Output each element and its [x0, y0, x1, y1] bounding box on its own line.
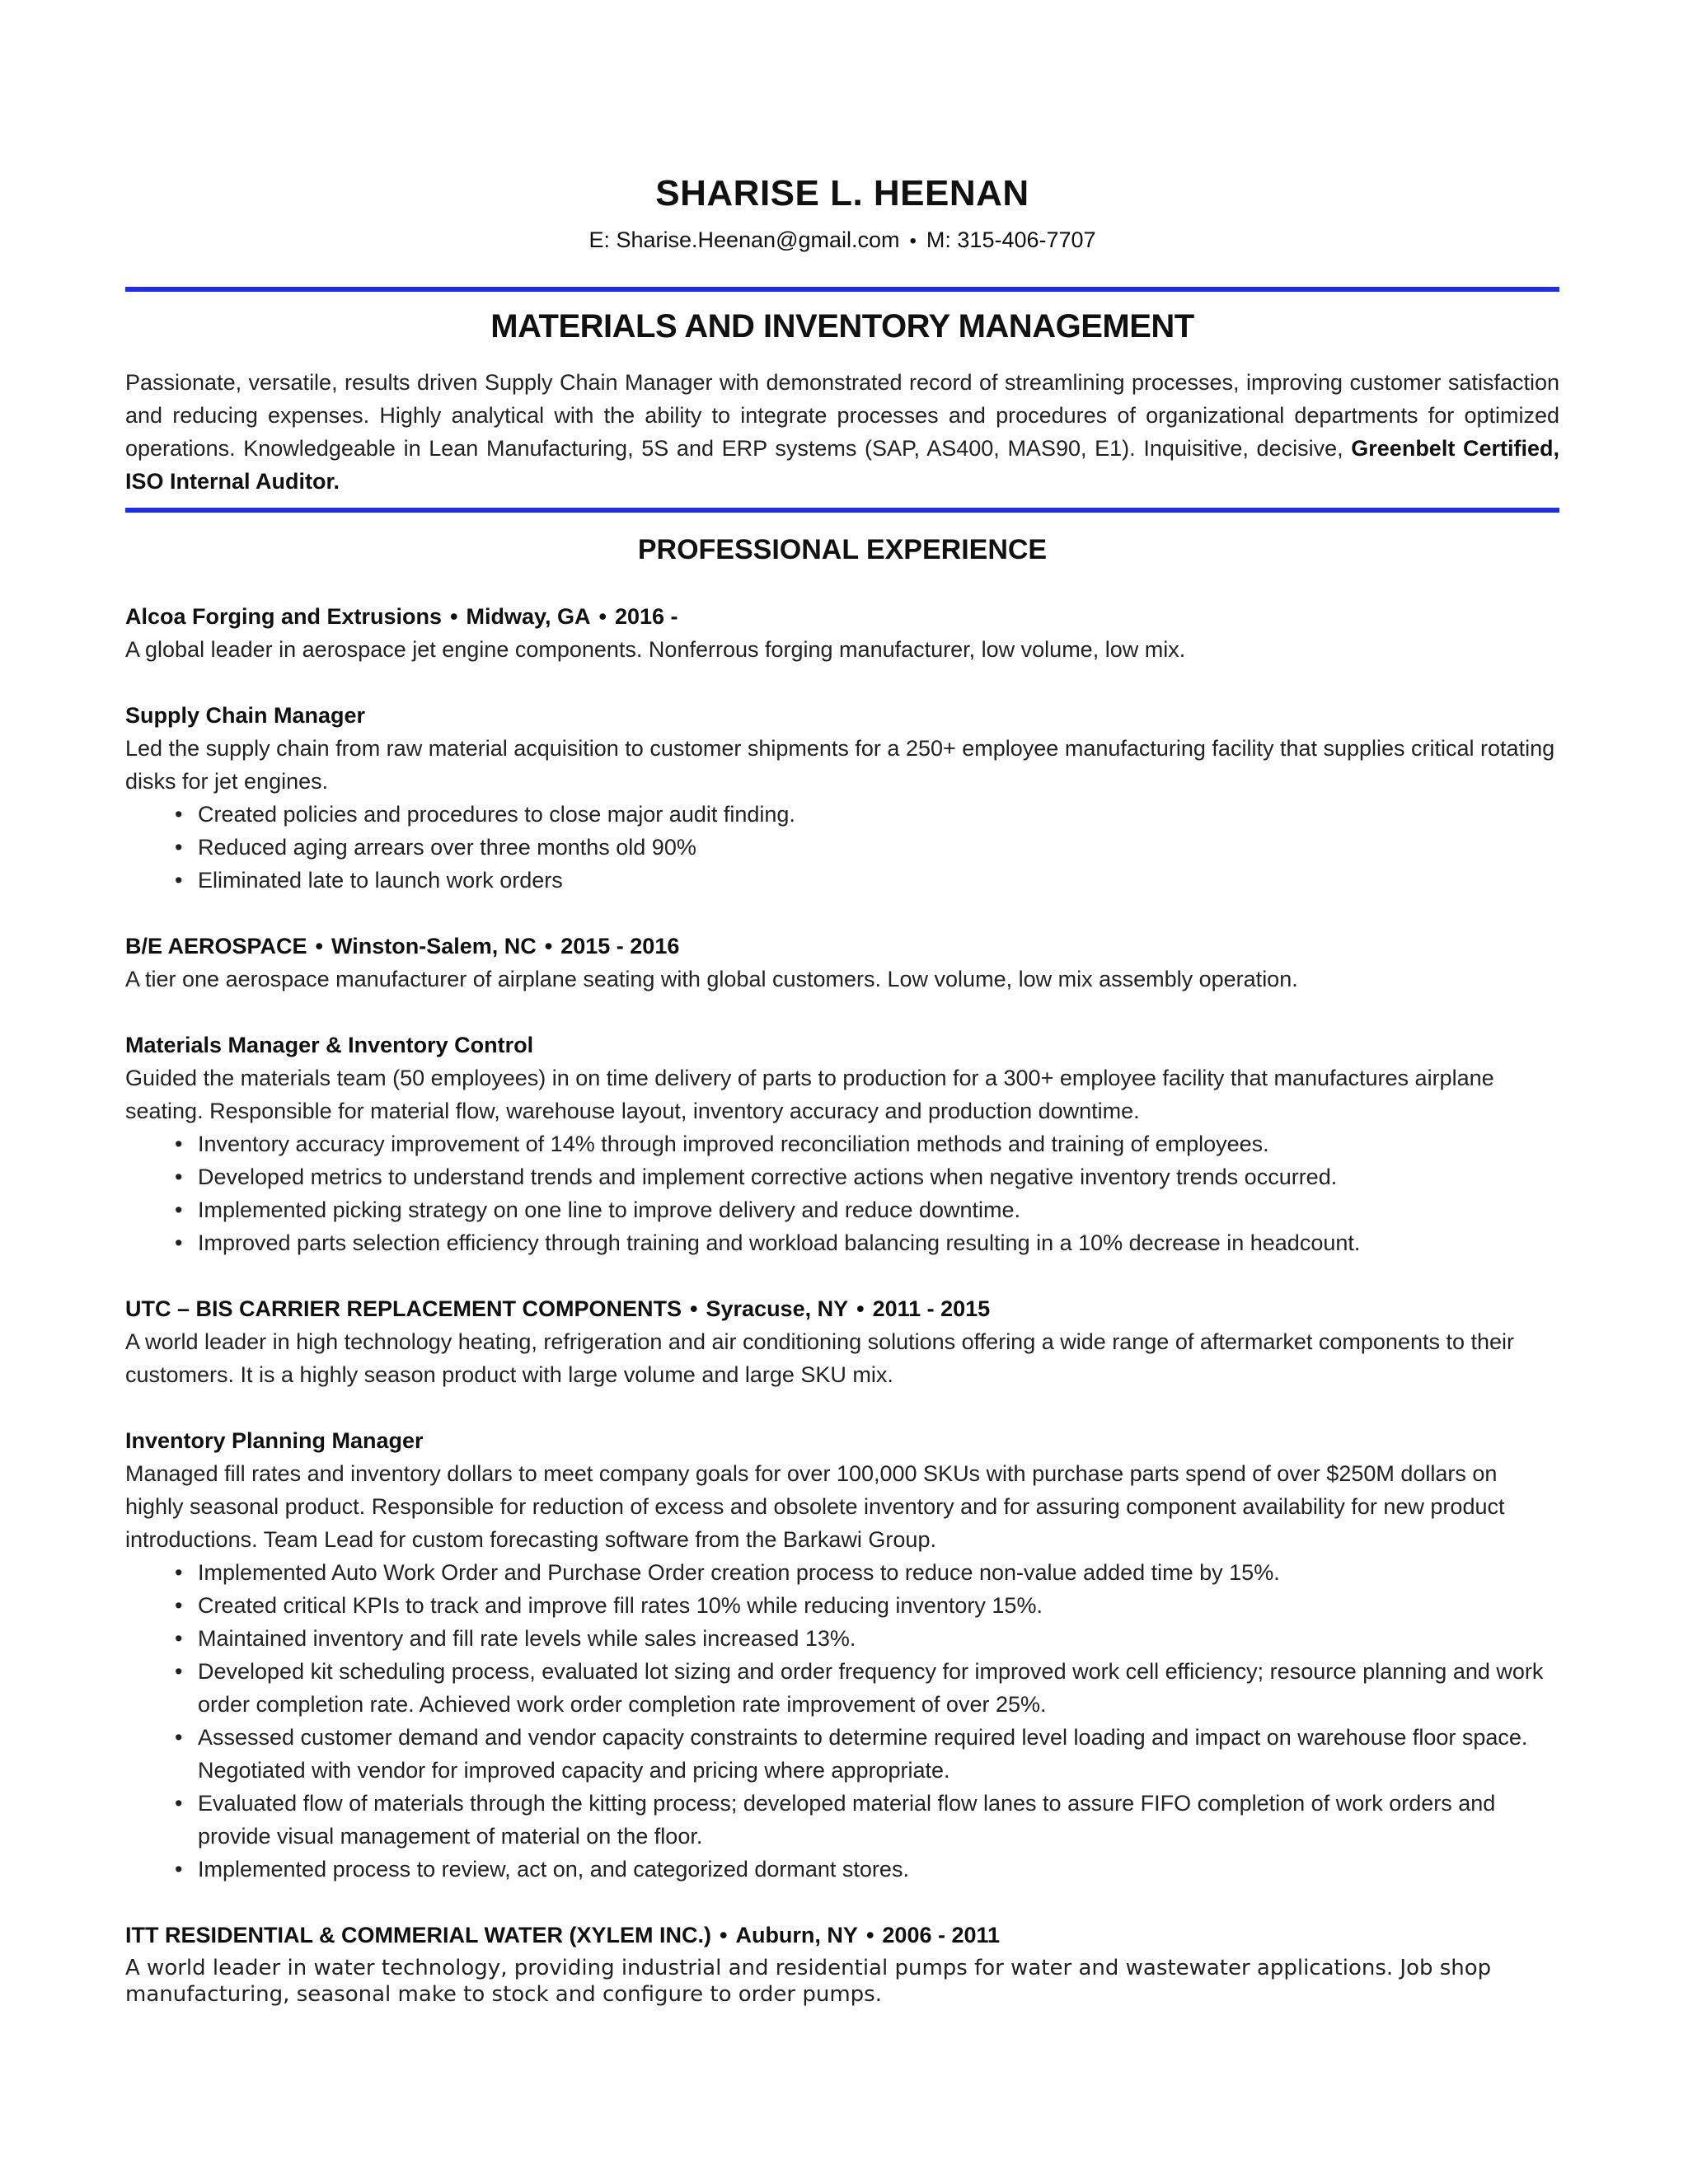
company-line — [125, 1292, 1559, 1325]
list-item: • Assessed customer demand and vendor capacity constraints to determine required level loading and impact on warehouse floor space. Negotiated with vendor for improved capacity and pricing where appropriate. — [175, 1721, 1559, 1787]
company-location: Midway, GA — [466, 604, 591, 629]
list-item: • Created critical KPIs to track and improve fill rates 10% while reducing inventory 15%. — [175, 1589, 1559, 1622]
summary-paragraph — [125, 366, 1559, 498]
company-location: Syracuse, NY — [706, 1296, 849, 1321]
company-description: A world leader in water technology, providing industrial and residential pumps for water and wastewater applications. Job shop manufacturing, seasonal make to stock and configure to order pumps. — [125, 1956, 1492, 2007]
summary-certifications: Greenbelt Certified, ISO Internal Auditor. — [125, 436, 1559, 494]
list-item: • Evaluated flow of materials through the kitting process; developed material flow lanes to assure FIFO completion of work orders and provide visual management of material on the floor. — [175, 1787, 1559, 1853]
list-item: • Reduced aging arrears over three months old 90% — [175, 831, 1559, 864]
phone-text: M: 315-406-7707 — [926, 227, 1096, 252]
contact-line — [125, 227, 1559, 253]
summary-title: MATERIALS AND INVENTORY MANAGEMENT — [490, 308, 1194, 344]
list-item: • Created policies and procedures to close major audit finding. — [175, 798, 1559, 831]
role-description: Guided the materials team (50 employees) in on time delivery of parts to production for a 300+ employee facility that manufactures airplane seating. Responsible for material flow, warehouse layout, inventory accuracy and production downtime. — [125, 1066, 1494, 1123]
bullet-separator: • — [598, 604, 607, 629]
company-line — [125, 600, 1559, 633]
role-title: Supply Chain Manager — [125, 703, 366, 728]
company-dates: 2011 - 2015 — [872, 1296, 991, 1321]
list-item: • Implemented Auto Work Order and Purchase Order creation process to reduce non-value added time by 15%. — [175, 1556, 1559, 1589]
list-item: • Implemented process to review, act on, and categorized dormant stores. — [175, 1853, 1559, 1886]
bullet-separator: • — [544, 934, 553, 958]
company-description: A tier one aerospace manufacturer of airplane seating with global customers. Low volume, low mix assembly operation. — [125, 967, 1298, 991]
company-dates: 2006 - 2011 — [882, 1923, 1001, 1947]
achievement-list — [125, 1127, 1559, 1259]
experience-title: PROFESSIONAL EXPERIENCE — [637, 534, 1048, 565]
achievement-list — [125, 798, 1559, 897]
achievement-list — [125, 1556, 1559, 1886]
bullet-separator: • — [720, 1923, 728, 1947]
company-line — [125, 1919, 1559, 1952]
company-dates: 2015 - 2016 — [560, 934, 680, 958]
company-description: A world leader in high technology heating, refrigeration and air conditioning solutions offering a wide range of aftermarket components to their customers. It is a highly season product with large volume and large SKU mix. — [125, 1329, 1515, 1387]
list-item: • Developed metrics to understand trends and implement corrective actions when negative inventory trends occurred. — [175, 1160, 1559, 1193]
company-name: ITT RESIDENTIAL & COMMERIAL WATER (XYLEM INC.) — [125, 1923, 711, 1947]
bullet-separator: • — [909, 230, 917, 252]
top-divider — [125, 287, 1559, 292]
bullet-separator: • — [865, 1923, 874, 1947]
bullet-separator: • — [856, 1296, 865, 1321]
list-item: • Maintained inventory and fill rate levels while sales increased 13%. — [175, 1622, 1559, 1655]
company-description: A global leader in aerospace jet engine components. Nonferrous forging manufacturer, low volume, low mix. — [125, 637, 1186, 662]
experience-section — [125, 600, 1559, 2008]
bullet-separator: • — [315, 934, 323, 958]
summary-text: Passionate, versatile, results driven Supply Chain Manager with demonstrated record of streamlining processes, improving customer satisfaction and reducing expenses. Highly analytical with the ability to integrate processes and procedures of organizational departments for optimized operations. Knowledgeable in Lean Manufacturing, 5S and ERP systems (SAP, AS400, MAS90, E1). Inquisitive, decisive, — [125, 370, 1559, 461]
company-line — [125, 930, 1559, 963]
company-location: Winston-Salem, NC — [331, 934, 537, 958]
role-title: Materials Manager & Inventory Control — [125, 1033, 534, 1057]
role-description: Managed fill rates and inventory dollars to meet company goals for over 100,000 SKUs with purchase parts spend of over $250M dollars on highly seasonal product. Responsible for reduction of excess and obsolete inventory and for assuring component availability for new product introductions. Team Lead for custom forecasting software from the Barkawi Group. — [125, 1461, 1505, 1552]
company-name: Alcoa Forging and Extrusions — [125, 604, 443, 629]
email-text: E: Sharise.Heenan@gmail.com — [588, 227, 900, 252]
list-item: • Developed kit scheduling process, evaluated lot sizing and order frequency for improved work cell efficiency; resource planning and work order completion rate. Achieved work order completion rate improvement of over 25%. — [175, 1655, 1559, 1721]
role-description: Led the supply chain from raw material acquisition to customer shipments for a 250+ employee manufacturing facility that supplies critical rotating disks for jet engines. — [125, 736, 1555, 794]
company-dates: 2016 - — [614, 604, 678, 629]
company-name: B/E AEROSPACE — [125, 934, 307, 958]
bullet-separator: • — [450, 604, 458, 629]
summary-divider — [125, 508, 1559, 513]
company-name: UTC – BIS CARRIER REPLACEMENT COMPONENTS — [125, 1296, 682, 1321]
candidate-name: SHARISE L. HEENAN — [655, 173, 1029, 213]
company-location: Auburn, NY — [735, 1923, 858, 1947]
bullet-separator: • — [690, 1296, 698, 1321]
list-item: • Inventory accuracy improvement of 14% through improved reconciliation methods and training of employees. — [175, 1127, 1559, 1160]
list-item: • Implemented picking strategy on one line to improve delivery and reduce downtime. — [175, 1193, 1559, 1226]
role-title: Inventory Planning Manager — [125, 1428, 424, 1453]
list-item: • Eliminated late to launch work orders — [175, 864, 1559, 897]
list-item: • Improved parts selection efficiency through training and workload balancing resulting in a 10% decrease in headcount. — [175, 1226, 1559, 1259]
